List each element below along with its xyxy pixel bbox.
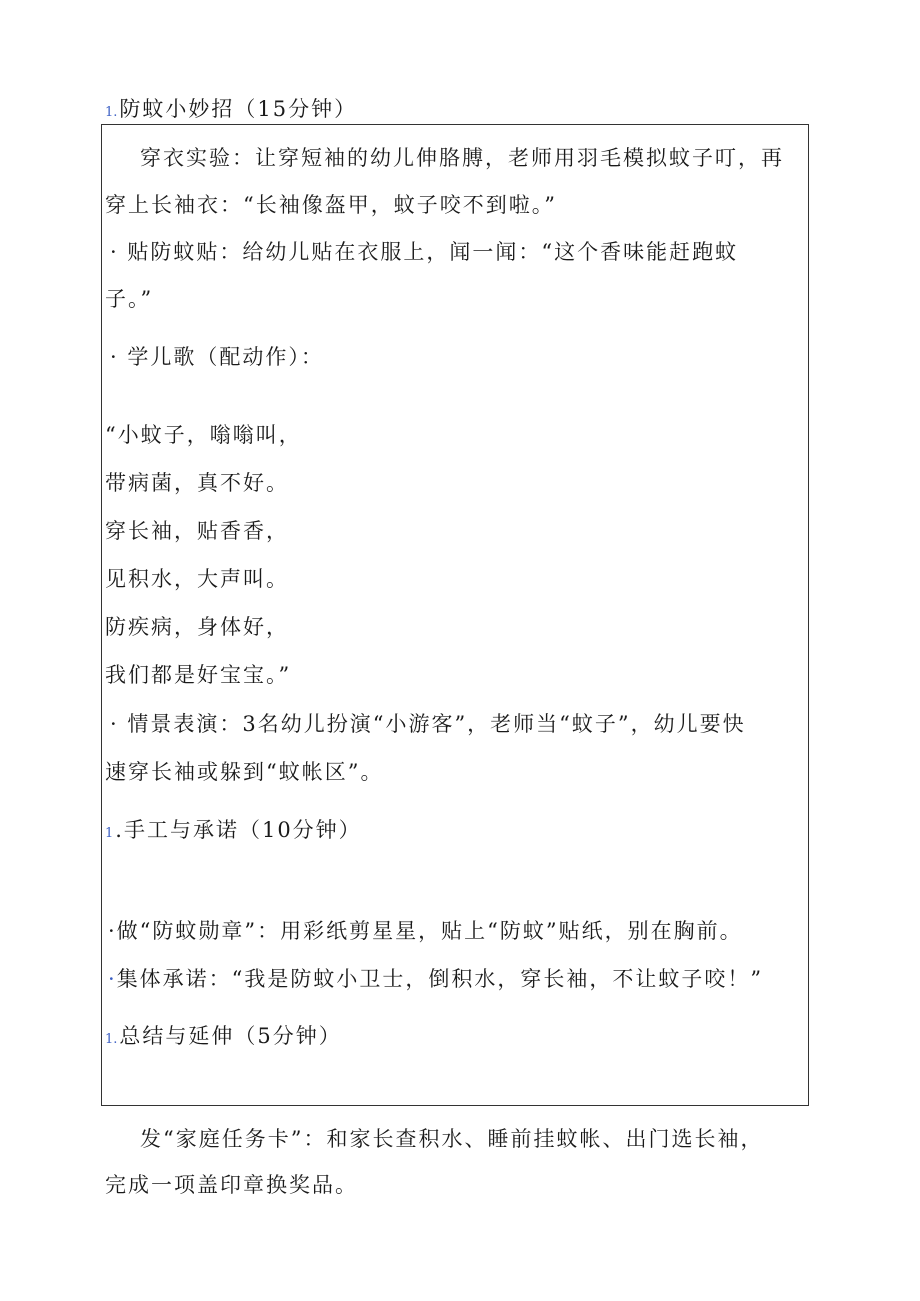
- section-heading-craft: [105, 816, 362, 848]
- footer-line1: 发“家庭任务卡”：和家长查积水、睡前挂蚊帐、出门选长袖，: [140, 1127, 764, 1151]
- song-line-2: 带病菌，真不好。: [105, 471, 289, 495]
- section-title: .手工与承诺（10分钟）: [115, 818, 362, 842]
- paragraph-badge: ·做“防蚊勋章”：用彩纸剪星星，贴上“防蚊”贴纸，别在胸前。: [108, 919, 743, 943]
- paragraph-song-intro: · 学儿歌（配动作）：: [110, 345, 324, 369]
- paragraph-roleplay-line1: · 情景表演：3名幼儿扮演“小游客”，老师当“蚊子”，幼儿要快: [110, 712, 746, 736]
- section-heading-prevention: [105, 95, 357, 127]
- paragraph-sticker-line1: · 贴防蚊贴：给幼儿贴在衣服上，闻一闻：“这个香味能赶跑蚊: [110, 240, 739, 264]
- paragraph-roleplay-line2: 速穿长袖或躲到“蚊帐区”。: [105, 760, 384, 784]
- song-line-3: 穿长袖，贴香香，: [105, 519, 289, 543]
- song-line-1: “小蚊子，嗡嗡叫，: [105, 423, 302, 447]
- section-heading-summary: [105, 1022, 342, 1054]
- section-title: 总结与延伸（5分钟）: [119, 1024, 342, 1048]
- song-line-5: 防疾病，身体好，: [105, 615, 289, 639]
- song-line-4: 见积水，大声叫。: [105, 567, 289, 591]
- section-number: 1: [105, 826, 114, 841]
- paragraph-clothing-line1: 穿衣实验：让穿短袖的幼儿伸胳膊，老师用羽毛模拟蚊子叮，再: [140, 146, 784, 170]
- promise-text: 集体承诺：“我是防蚊小卫士，倒积水，穿长袖，不让蚊子咬！”: [116, 967, 764, 991]
- section-number: 1.: [105, 1032, 118, 1047]
- section-title: 防蚊小妙招（15分钟）: [119, 97, 358, 121]
- paragraph-promise: [108, 965, 763, 993]
- song-line-6: 我们都是好宝宝。”: [105, 663, 292, 687]
- footer-line2: 完成一项盖印章换奖品。: [105, 1173, 358, 1197]
- paragraph-sticker-line2: 子。”: [105, 287, 154, 311]
- section-number: 1.: [105, 105, 118, 120]
- paragraph-clothing-line2: 穿上长袖衣：“长袖像盔甲，蚊子咬不到啦。”: [105, 193, 557, 217]
- bullet: ·: [108, 967, 117, 991]
